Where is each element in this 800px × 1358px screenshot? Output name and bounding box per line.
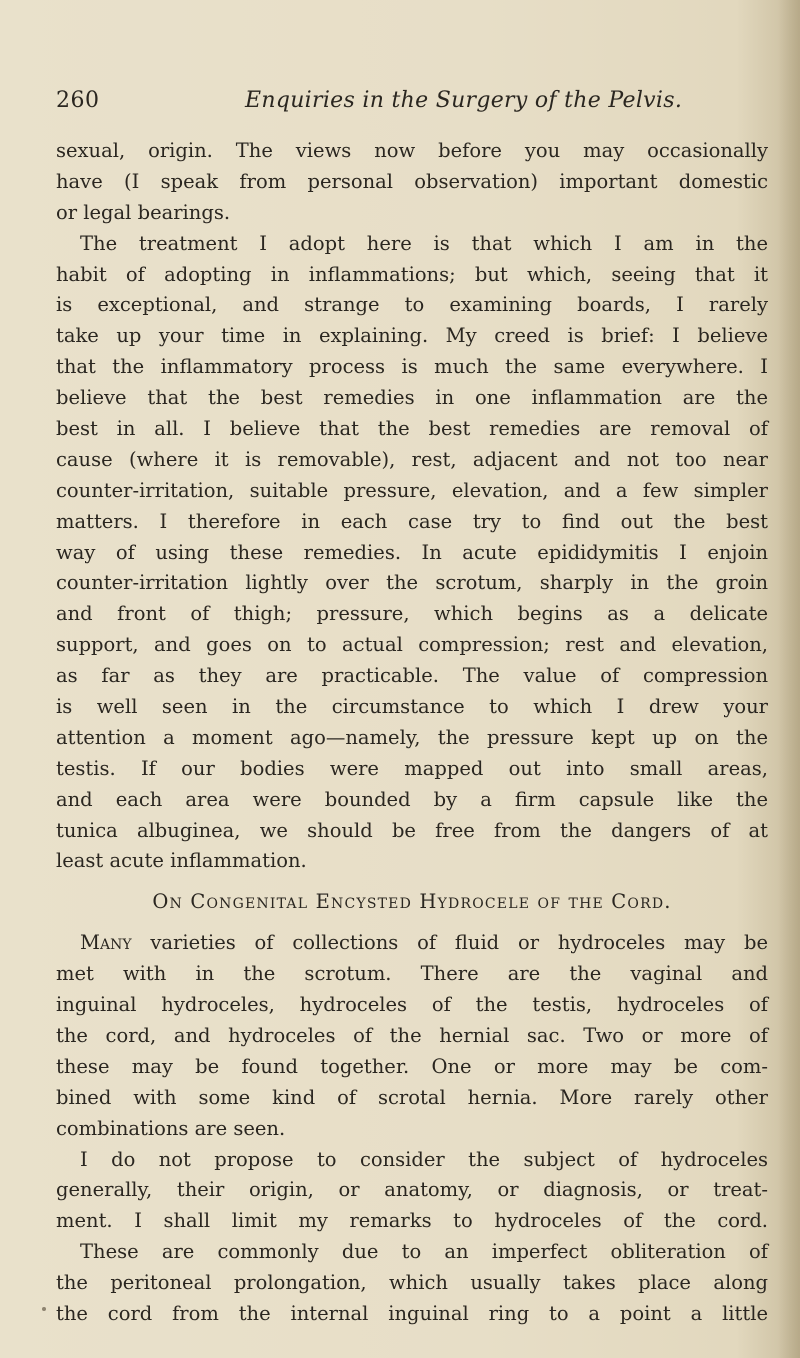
text-line: matters. I therefore in each case try to find out the best bbox=[56, 509, 768, 533]
text-line: met with in the scrotum. There are the vaginal and bbox=[56, 962, 768, 986]
text-line: inguinal hydroceles, hydroceles of the testis, hydroceles of bbox=[56, 993, 768, 1017]
text-line: the peritoneal prolongation, which usually takes place along bbox=[56, 1271, 768, 1295]
text-line: the cord from the internal inguinal ring to a point a little bbox=[56, 1301, 768, 1325]
text-line: or legal bearings. bbox=[56, 200, 231, 224]
text-line: counter-irritation, suitable pressure, elevation, and a few simpler bbox=[56, 478, 768, 502]
first-line-rest: varieties of collections of fluid or hydroceles may be bbox=[131, 931, 768, 955]
page-edge-shadow bbox=[778, 0, 800, 1358]
text-line: I do not propose to consider the subject of hydroceles bbox=[80, 1147, 768, 1171]
text-line: have (I speak from personal observation) important domestic bbox=[56, 169, 768, 193]
text-line bbox=[56, 928, 768, 959]
text-line: least acute inflammation. bbox=[56, 849, 307, 873]
text-line: These are commonly due to an imperfect obliteration of bbox=[80, 1240, 768, 1264]
text-line: The treatment I adopt here is that which I am in the bbox=[80, 231, 768, 255]
paragraph-treatment bbox=[56, 229, 768, 878]
paragraph-cause bbox=[56, 1237, 768, 1330]
text-line: the cord, and hydroceles of the hernial sac. Two or more of bbox=[56, 1023, 768, 1047]
text-line: counter-irritation lightly over the scrotum, sharply in the groin bbox=[56, 571, 768, 595]
text-line: bined with some kind of scrotal hernia. More rarely other bbox=[56, 1085, 768, 1109]
text-line: tunica albuginea, we should be free from the dangers of at bbox=[56, 818, 768, 842]
text-line: believe that the best remedies in one inflammation are the bbox=[56, 386, 768, 410]
text-line: way of using these remedies. In acute epididymitis I enjoin bbox=[56, 540, 768, 564]
text-line: these may be found together. One or more may be com- bbox=[56, 1054, 768, 1078]
paragraph-continuation bbox=[56, 136, 768, 229]
section-heading: On Congenital Encysted Hydrocele of the Cord. bbox=[152, 890, 672, 914]
ink-blot bbox=[42, 1307, 46, 1311]
text-line: sexual, origin. The views now before you may occasionally bbox=[56, 139, 768, 162]
text-line: and front of thigh; pressure, which begins as a delicate bbox=[56, 602, 768, 626]
running-title: Enquiries in the Surgery of the Pelvis. bbox=[245, 88, 683, 113]
text-line: as far as they are practicable. The value of compression bbox=[56, 664, 768, 688]
text-line: that the inflammatory process is much the same everywhere. I bbox=[56, 355, 768, 379]
text-line: cause (where it is removable), rest, adjacent and not too near bbox=[56, 447, 768, 471]
text-line: is exceptional, and strange to examining boards, I rarely bbox=[56, 293, 768, 317]
text-line: attention a moment ago—namely, the pressure kept up on the bbox=[56, 725, 768, 749]
text-line: combinations are seen. bbox=[56, 1116, 286, 1140]
page-header bbox=[0, 88, 800, 122]
text-line: generally, their origin, or anatomy, or diagnosis, or treat- bbox=[56, 1178, 768, 1202]
text-line: testis. If our bodies were mapped out into small areas, bbox=[56, 756, 768, 780]
text-line: is well seen in the circumstance to which I drew your bbox=[56, 695, 768, 719]
paragraph-scope bbox=[56, 1145, 768, 1238]
page-number: 260 bbox=[56, 88, 100, 113]
lead-word: Many bbox=[80, 931, 132, 955]
text-line: habit of adopting in inflammations; but which, seeing that it bbox=[56, 262, 768, 286]
text-line: take up your time in explaining. My creed is brief: I believe bbox=[56, 324, 768, 348]
text-line: and each area were bounded by a firm capsule like the bbox=[56, 787, 768, 811]
paragraph-varieties bbox=[56, 928, 768, 1144]
text-line: support, and goes on to actual compression; rest and elevation, bbox=[56, 633, 768, 657]
text-line: ment. I shall limit my remarks to hydroceles of the cord. bbox=[56, 1209, 768, 1233]
body-text bbox=[56, 136, 768, 1330]
text-line: best in all. I believe that the best remedies are removal of bbox=[56, 417, 768, 441]
